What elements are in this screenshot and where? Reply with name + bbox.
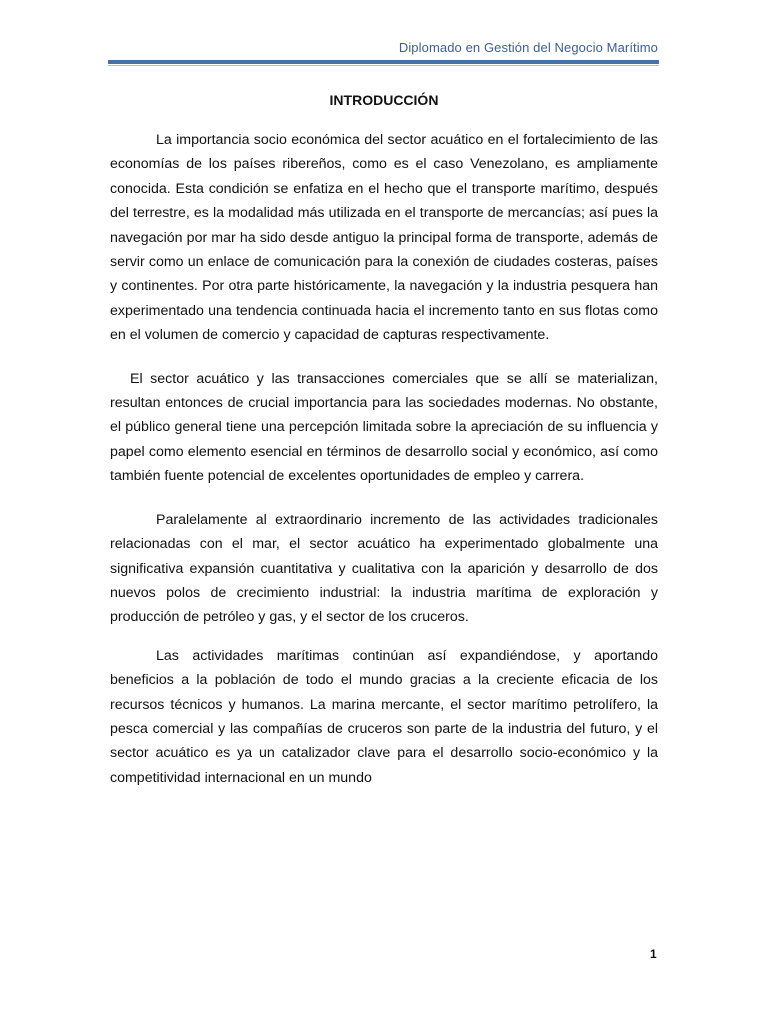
paragraph-1: La importancia socio económica del sector acuático en el fortalecimiento de las economías de los países ribereños, como es el caso Venezolano, es ampliamente conocida. Esta condición se enfatiza en el hecho que el transporte marítimo, después del terrestre, es la modalidad más utilizada en el transporte de mercancías; así pues la navegación por mar ha sido desde antiguo la principal forma de transporte, además de servir como un enlace de comunicación para la conexión de ciudades costeras, países y continentes. Por otra parte históricamente, la navegación y la industria pesquera han experimentado una tendencia continuada hacia el incremento tanto en sus flotas como en el volumen de comercio y capacidad de capturas respectivamente.: [110, 132, 658, 344]
section-heading: INTRODUCCIÓN: [329, 92, 439, 108]
paragraph-2: El sector acuático y las transacciones comerciales que se allí se materializan, resultan entonces de crucial importancia para las sociedades modernas. No obstante, el público general tiene una percepción limitada sobre la apreciación de su influencia y papel como elemento esencial en términos de desarrollo social y económico, así como también fuente potencial de excelentes oportunidades de empleo y carrera.: [110, 370, 658, 485]
header-rule: [108, 60, 659, 64]
paragraph-3: Paralelamente al extraordinario incremento de las actividades tradicionales relacionadas con el mar, el sector acuático ha experimentado globalmente una significativa expansión cuantitativa y cualitativa con la aparición y desarrollo de dos nuevos polos de crecimiento industrial: la industria marítima de exploración y producción de petróleo y gas, y el sector de los cruceros.: [110, 511, 658, 626]
document-body: [110, 90, 658, 790]
header-title: Diplomado en Gestión del Negocio Marítimo: [398, 40, 658, 55]
header-rule-thin: [108, 65, 659, 66]
page-number: 1: [650, 947, 657, 961]
paragraph-4: Las actividades marítimas continúan así expandiéndose, y aportando beneficios a la población de todo el mundo gracias a la creciente eficacia de los recursos técnicos y humanos. La marina mercante, el sector marítimo petrolífero, la pesca comercial y las compañías de cruceros son parte de la industria del futuro, y el sector acuático es ya un catalizador clave para el desarrollo socio-económico y la competitividad internacional en un mundo: [110, 647, 658, 786]
